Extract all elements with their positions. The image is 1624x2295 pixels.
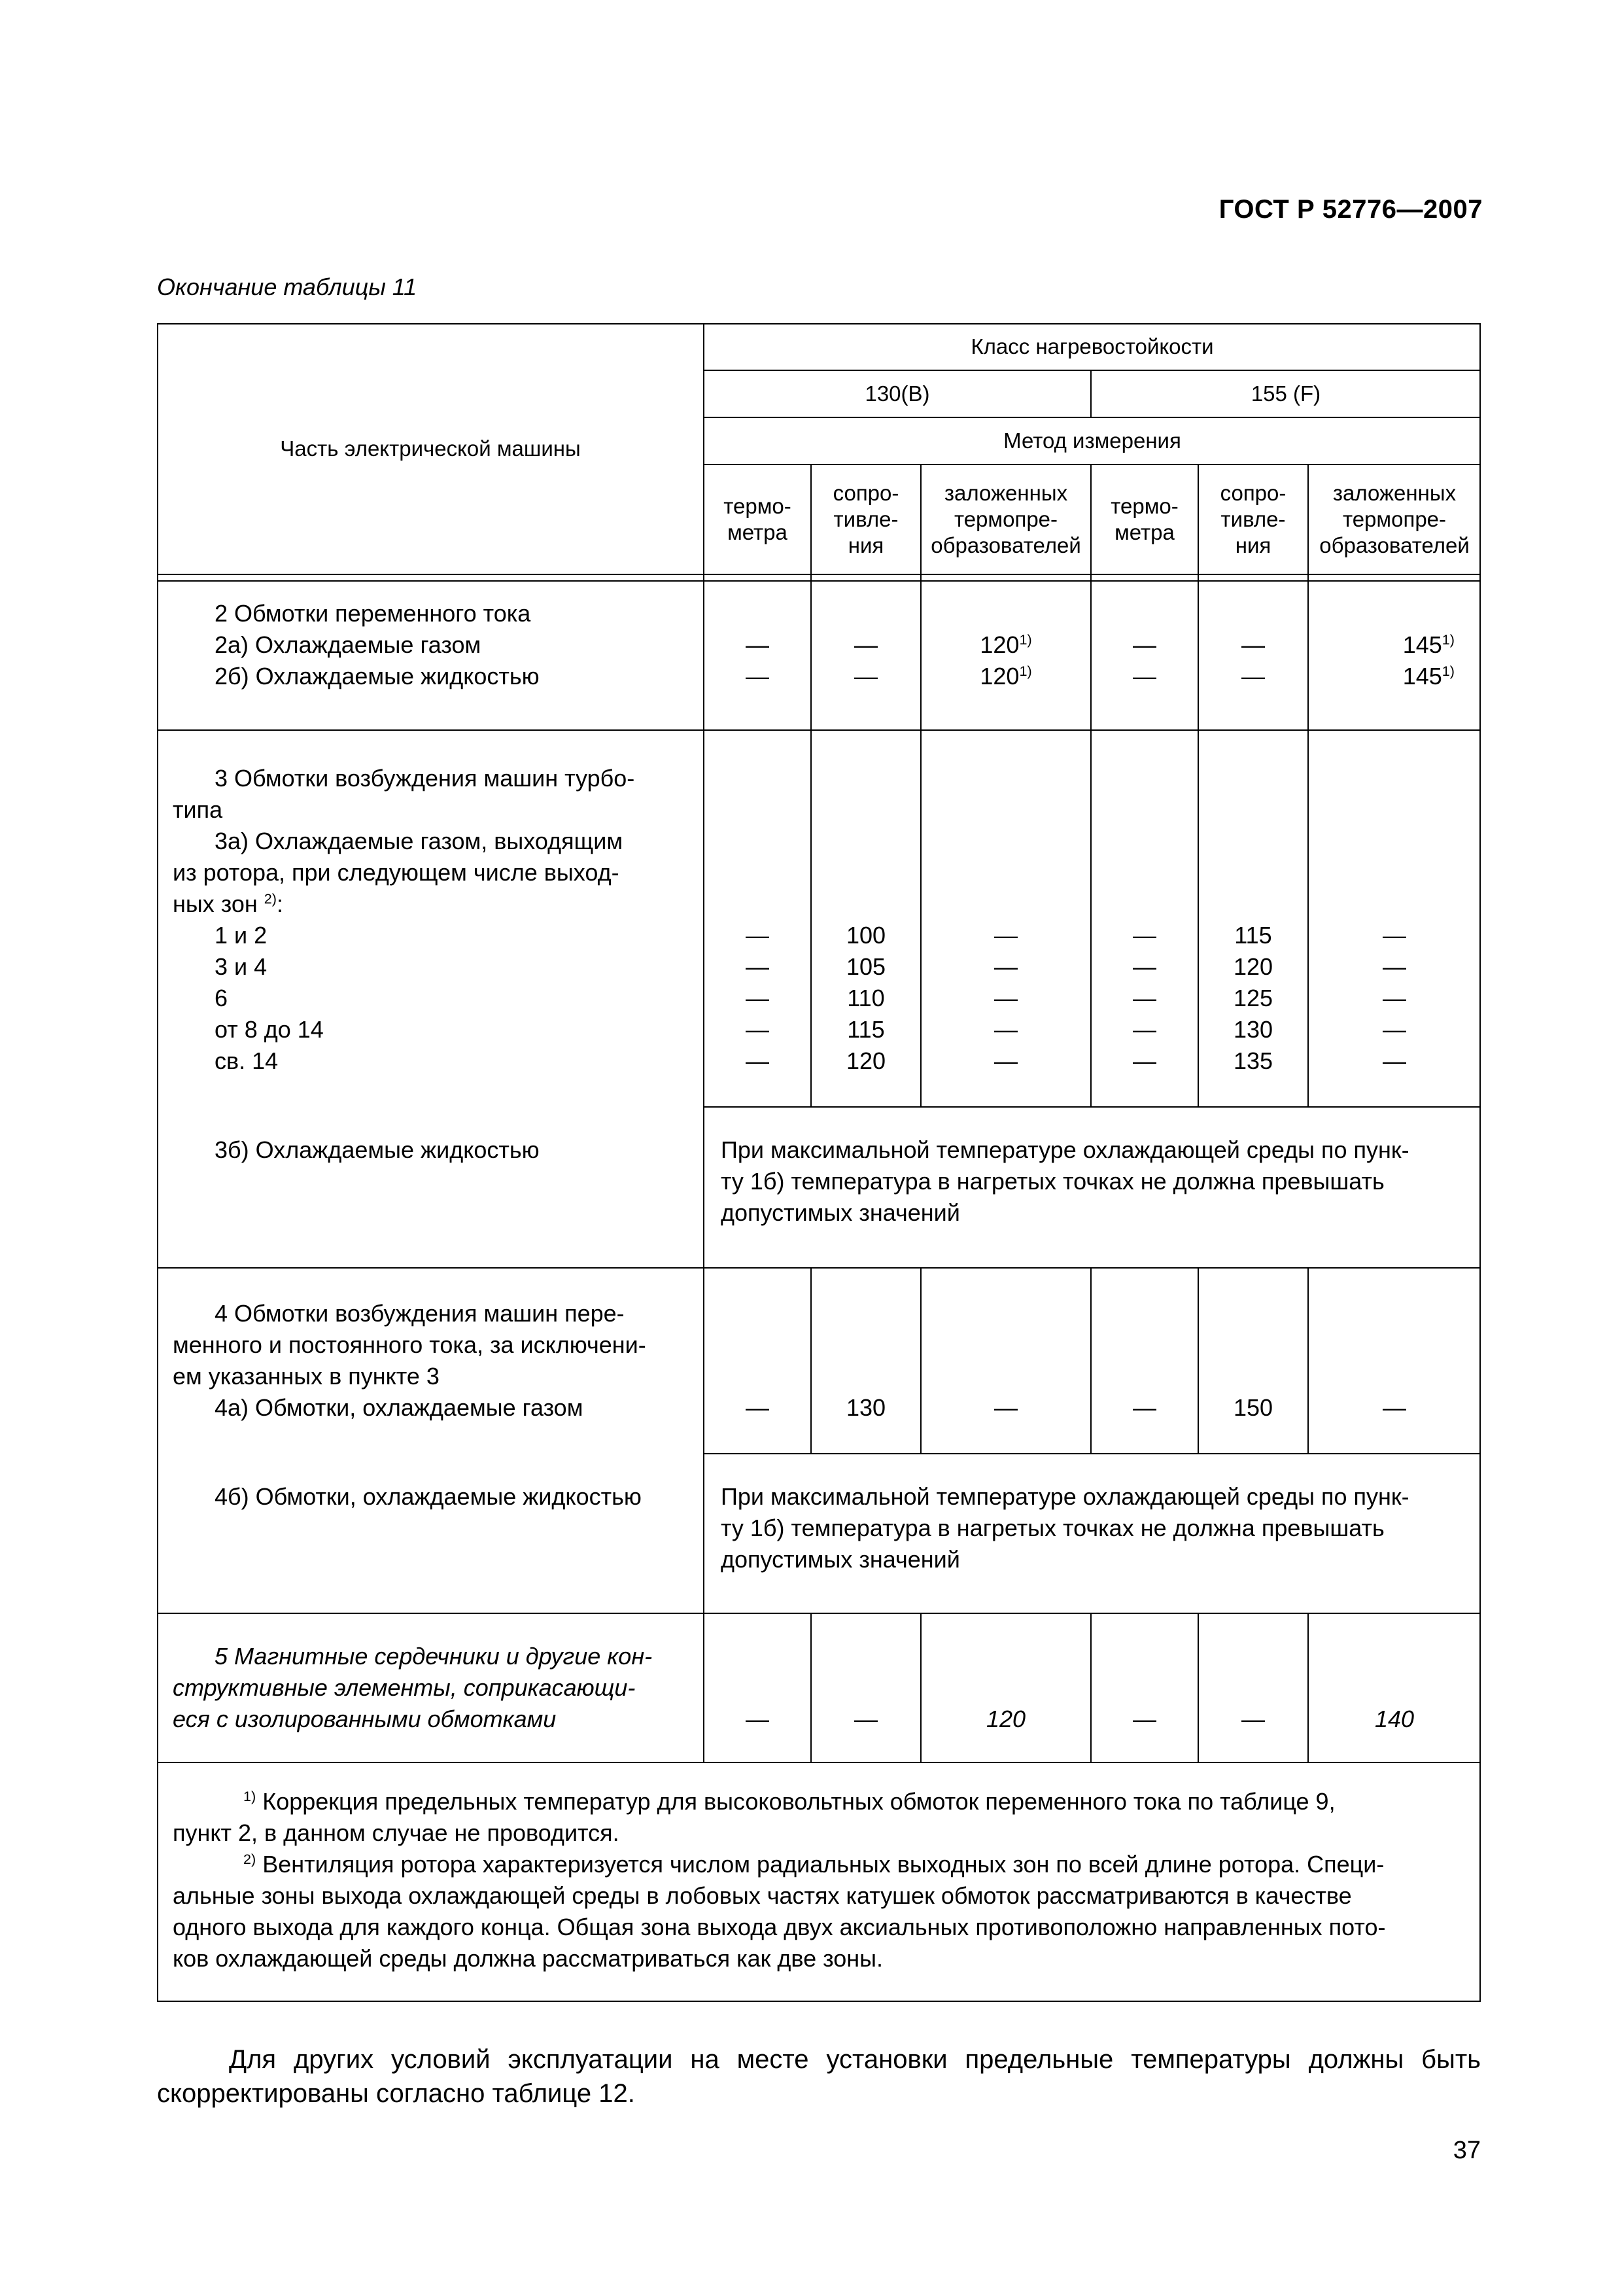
row3-z1-b-embedded: — [994,922,1018,949]
row2b-b-embedded: 120$^{1)}$ [980,663,1032,690]
row3-z1-f-embedded: — [1383,922,1406,949]
row2b-f-thermometer: — [1133,663,1156,690]
row3-z3-b-thermometer: — [746,985,769,1011]
page-number: 37 [1453,2137,1481,2164]
row3-z3-b-embedded: — [994,985,1018,1011]
row5-line-2: структивные элементы, соприкасающи- [173,1674,636,1701]
row4a-f-resistance: 150 [1233,1394,1273,1421]
row3-line-2: типа [173,796,223,823]
footnote-2-line-4: ков охлаждающей среды должна рассматриваться как две зоны. [173,1945,884,1972]
row2a-b-resistance: — [854,631,878,658]
row2a-b-embedded: 120$^{1)}$ [980,631,1032,658]
row3b-note-2: ту 1б) температура в нагретых точках не должна превышать [721,1168,1385,1195]
row3-z5-b-resistance: 120 [846,1047,886,1074]
header-method: Метод измерения [1003,429,1181,453]
row5-b-thermometer: — [746,1706,769,1732]
row4a-b-thermometer: — [746,1394,769,1421]
row5-line-3: еся с изолированными обмотками [173,1706,557,1732]
row4b-label: 4б) Обмотки, охлаждаемые жидкостью [215,1483,642,1510]
row3-z3-f-thermometer: — [1133,985,1156,1011]
row3-z4-f-thermometer: — [1133,1016,1156,1043]
header-method-resistance-b: сопро- тивле- ния [833,481,899,557]
row4a-b-embedded: — [994,1394,1018,1421]
row4b-note-1: При максимальной температуре охлаждающей среды по пунк- [721,1483,1409,1510]
row2a-f-resistance: — [1241,631,1265,658]
row3-z4-b-thermometer: — [746,1016,769,1043]
row3-z5-b-thermometer: — [746,1047,769,1074]
header-class-130b: 130(В) [865,381,930,406]
row2b-b-resistance: — [854,663,878,690]
row3-zone-2: 3 и 4 [215,953,268,980]
row3-z3-b-resistance: 110 [847,985,885,1011]
row2b-f-embedded: 145$^{1)}$ [1402,663,1455,690]
temperature-limits-table [157,323,1481,2002]
row3-z5-b-embedded: — [994,1047,1018,1074]
row3b-label: 3б) Охлаждаемые жидкостью [215,1136,540,1163]
row3-z5-f-thermometer: — [1133,1047,1156,1074]
row4a-b-resistance: 130 [846,1394,886,1421]
header-method-embedded-f: заложенных термопре- образователей [1319,481,1470,557]
row4a-f-thermometer: — [1133,1394,1156,1421]
row3-z1-b-resistance: 100 [846,922,886,949]
row5-b-embedded: 120 [986,1706,1026,1732]
row3-line-1: 3 Обмотки возбуждения машин турбо- [215,765,635,792]
row3-zone-1: 1 и 2 [215,922,268,949]
row3-z3-f-resistance: 125 [1233,985,1273,1011]
header-method-embedded-b: заложенных термопре- образователей [931,481,1081,557]
table-caption: Окончание таблицы 11 [157,273,417,300]
body-paragraph: Для других условий эксплуатации на месте установки предельные температуры должны быть скорректированы согласно таблице 12. [157,2045,1481,2108]
row3-line-3: 3а) Охлаждаемые газом, выходящим [215,828,623,854]
row3-z4-f-resistance: 130 [1233,1016,1273,1043]
row3-z3-f-embedded: — [1383,985,1406,1011]
row5-f-thermometer: — [1133,1706,1156,1732]
row3b-note-1: При максимальной температуре охлаждающей среды по пунк- [721,1136,1409,1163]
footnote-1-line-2: пункт 2, в данном случае не проводится. [173,1819,619,1846]
row3-z4-b-resistance: 115 [847,1016,885,1043]
row5-f-resistance: — [1241,1706,1265,1732]
footnote-2-line-1: $^{2)}$ Вентиляция ротора характеризуется числом радиальных выходных зон по всей длине ротора. Специ- [243,1851,1385,1878]
row3b-note-3: допустимых значений [721,1199,960,1226]
header-class-155f: 155 (F) [1251,381,1321,406]
row4b-note-3: допустимых значений [721,1546,960,1573]
row3-z2-b-resistance: 105 [846,953,886,980]
row2b-label: 2б) Охлаждаемые жидкостью [215,663,540,690]
header-method-thermometer-f: термо- метра [1111,494,1179,544]
row3-line-5: ных зон $^{2)}$: [173,890,283,917]
row4-line-3: ем указанных в пункте 3 [173,1363,440,1390]
row3-z2-f-embedded: — [1383,953,1406,980]
header-method-thermometer-b: термо- метра [723,494,791,544]
row2b-f-resistance: — [1241,663,1265,690]
footnote-2-line-3: одного выхода для каждого конца. Общая зона выхода двух аксиальных противоположно направленных пото- [173,1914,1386,1940]
footnote-1-line-1: $^{1)}$ Коррекция предельных температур для высоковольтных обмоток переменного тока по таблице 9, [243,1788,1336,1815]
row3-z2-f-resistance: 120 [1233,953,1273,980]
row4a-label: 4а) Обмотки, охлаждаемые газом [215,1394,583,1421]
footnote-2-line-2: альные зоны выхода охлаждающей среды в лобовых частях катушек обмоток рассматриваются в качестве [173,1882,1352,1909]
row2a-f-embedded: 145$^{1)}$ [1402,631,1455,658]
row3-zone-3: 6 [215,985,228,1011]
header-method-resistance-f: сопро- тивле- ния [1220,481,1287,557]
row3-z5-f-resistance: 135 [1233,1047,1273,1074]
row4-line-2: менного и постоянного тока, за исключени- [173,1331,646,1358]
row3-z1-f-thermometer: — [1133,922,1156,949]
row4a-f-embedded: — [1383,1394,1406,1421]
row3-line-4: из ротора, при следующем числе выход- [173,859,619,886]
row2a-b-thermometer: — [746,631,769,658]
row2a-f-thermometer: — [1133,631,1156,658]
document-code: ГОСТ Р 52776—2007 [1218,195,1483,224]
row3-z4-b-embedded: — [994,1016,1018,1043]
row4b-note-2: ту 1б) температура в нагретых точках не должна превышать [721,1515,1385,1541]
row3-z5-f-embedded: — [1383,1047,1406,1074]
row3-zone-5: св. 14 [215,1047,279,1074]
header-part-of-machine: Часть электрической машины [280,436,581,461]
row3-z4-f-embedded: — [1383,1016,1406,1043]
header-heat-class: Класс нагревостойкости [971,334,1214,359]
row2b-b-thermometer: — [746,663,769,690]
row3-z1-b-thermometer: — [746,922,769,949]
row3-z1-f-resistance: 115 [1234,922,1272,949]
row3-z2-f-thermometer: — [1133,953,1156,980]
row5-line-1: 5 Магнитные сердечники и другие кон- [215,1643,653,1670]
row5-f-embedded: 140 [1374,1706,1415,1732]
row3-z2-b-embedded: — [994,953,1018,980]
row4-line-1: 4 Обмотки возбуждения машин пере- [215,1300,625,1327]
row2a-label: 2а) Охлаждаемые газом [215,631,481,658]
row5-b-resistance: — [854,1706,878,1732]
row3-z2-b-thermometer: — [746,953,769,980]
row3-zone-4: от 8 до 14 [215,1016,324,1043]
row2-title: 2 Обмотки переменного тока [215,600,531,627]
